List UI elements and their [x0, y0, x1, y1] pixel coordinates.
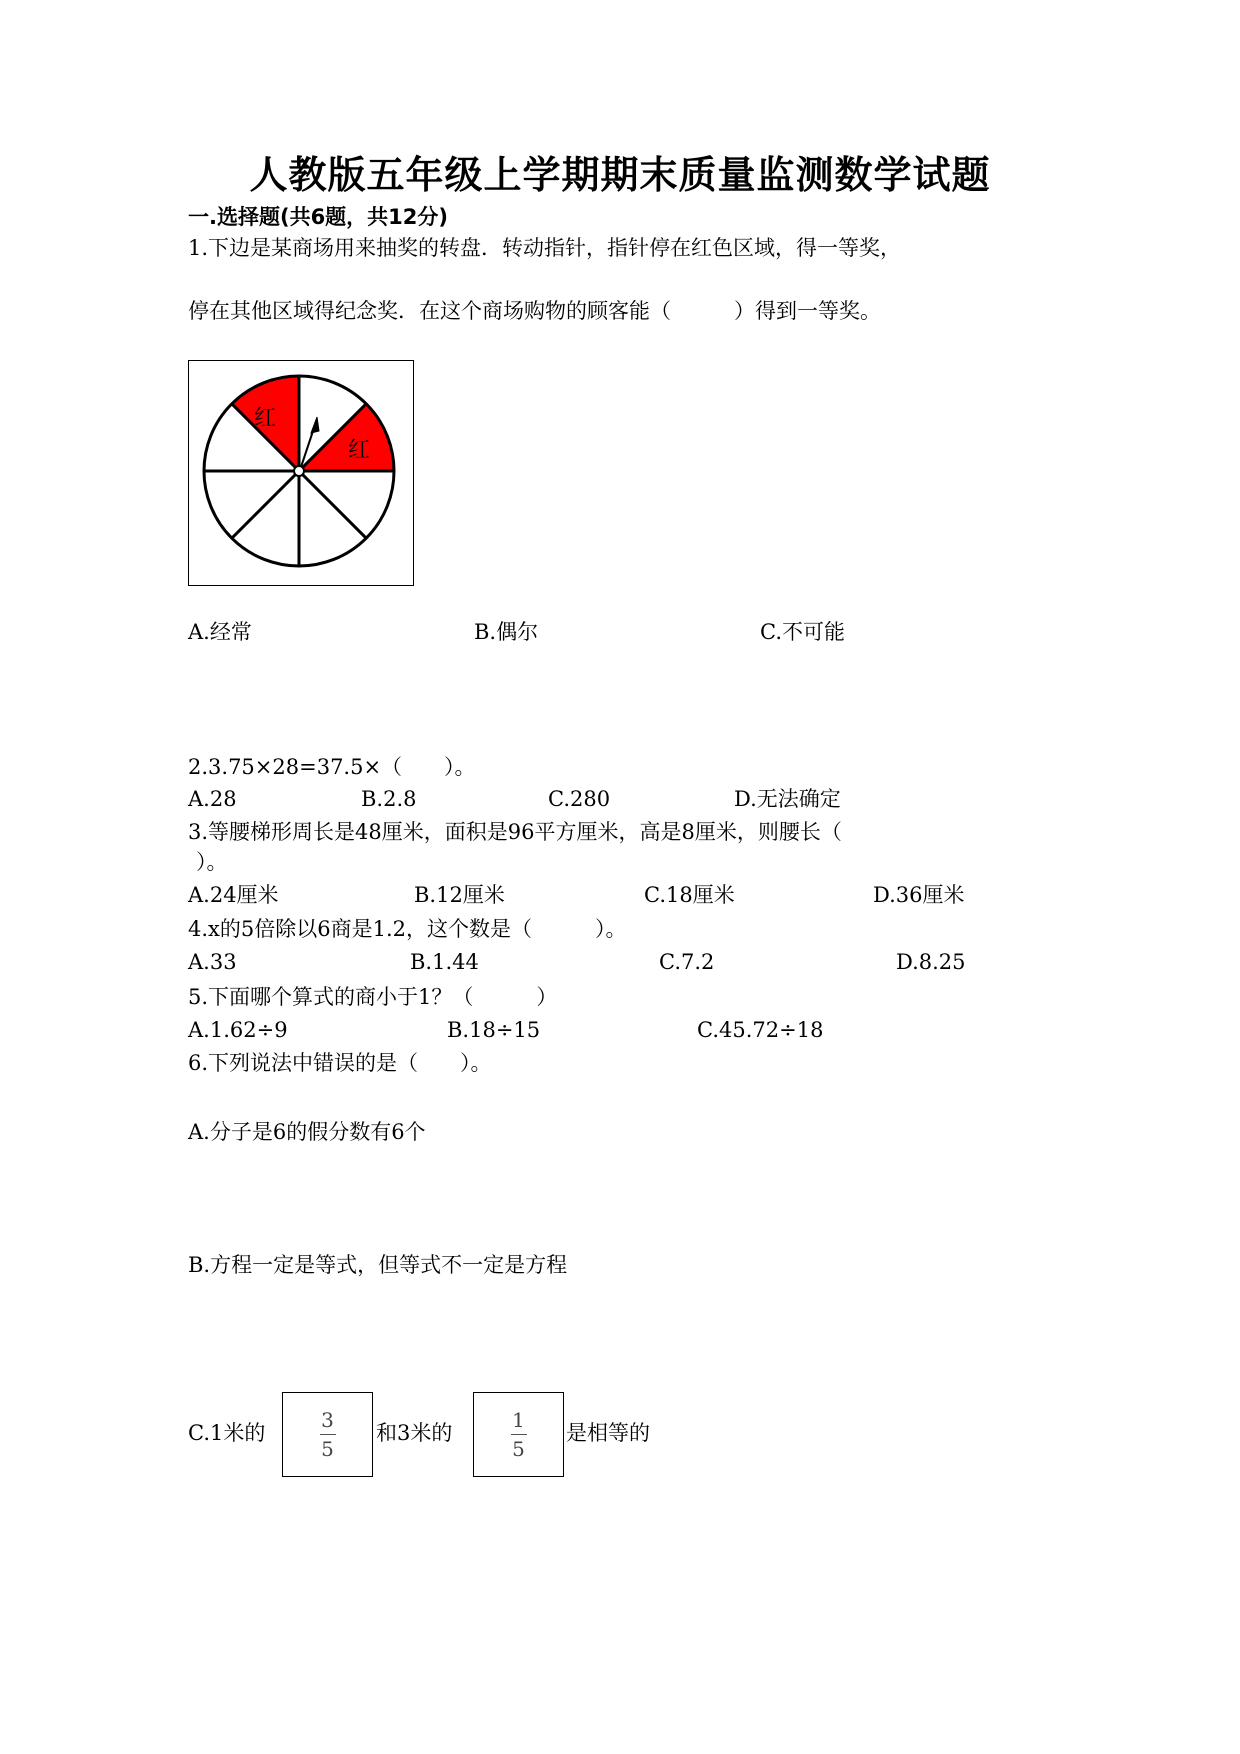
q6-option-c-fraction-1 — [282, 1392, 373, 1477]
section-heading: 一.选择题(共6题，共12分) — [188, 205, 449, 229]
q4-option-b: B.1.44 — [410, 950, 479, 974]
q4-option-d: D.8.25 — [896, 950, 966, 974]
spinner-figure — [188, 360, 414, 586]
fraction-bar — [511, 1434, 527, 1435]
q3-line1: 3.等腰梯形周长是48厘米，面积是96平方厘米，高是8厘米，则腰长（ — [188, 820, 842, 844]
q4-option-c: C.7.2 — [659, 950, 715, 974]
q5-stem: 5.下面哪个算式的商小于1？（ ） — [188, 985, 558, 1009]
fraction-denominator: 5 — [321, 1437, 334, 1461]
q2-option-b: B.2.8 — [361, 787, 417, 811]
fraction-bar — [320, 1434, 336, 1435]
q2-option-a: A.28 — [188, 787, 237, 811]
q6-option-c-suffix: 是相等的 — [566, 1421, 650, 1445]
spinner-red-label: 红 — [253, 406, 277, 431]
q6-option-c-prefix: C.1米的 — [188, 1421, 266, 1445]
q6-option-c-middle: 和3米的 — [376, 1421, 453, 1445]
q1-option-a: A.经常 — [188, 620, 252, 644]
q1-option-b: B.偶尔 — [474, 620, 539, 644]
fraction-denominator: 5 — [512, 1437, 525, 1461]
spinner-wheel — [189, 361, 413, 585]
q1-line2: 停在其他区域得纪念奖．在这个商场购物的顾客能（ ）得到一等奖。 — [188, 299, 881, 323]
q3-option-c: C.18厘米 — [644, 883, 735, 907]
q2-option-c: C.280 — [548, 787, 611, 811]
q3-line2: ）。 — [196, 850, 228, 874]
q4-option-a: A.33 — [188, 950, 237, 974]
q5-option-a: A.1.62÷9 — [188, 1018, 288, 1042]
q2-stem: 2.3.75×28=37.5×（ ）。 — [188, 755, 476, 779]
q1-line1: 1.下边是某商场用来抽奖的转盘．转动指针，指针停在红色区域，得一等奖， — [188, 236, 902, 260]
fraction-numerator: 3 — [321, 1408, 334, 1432]
q4-stem: 4.x的5倍除以6商是1.2，这个数是（ ）。 — [188, 917, 627, 941]
q6-option-b: B.方程一定是等式，但等式不一定是方程 — [188, 1253, 568, 1277]
q5-option-b: B.18÷15 — [447, 1018, 541, 1042]
spinner-red-sector — [299, 404, 394, 471]
q2-option-d: D.无法确定 — [734, 787, 841, 811]
q6-option-c-fraction-2 — [473, 1392, 564, 1477]
spinner-red-label: 红 — [347, 438, 371, 463]
q3-option-a: A.24厘米 — [188, 883, 279, 907]
q6-option-a: A.分子是6的假分数有6个 — [188, 1120, 426, 1144]
q3-option-b: B.12厘米 — [414, 883, 505, 907]
fraction-numerator: 1 — [512, 1408, 525, 1432]
spinner-hub — [294, 466, 304, 476]
q3-option-d: D.36厘米 — [873, 883, 965, 907]
q1-option-c: C.不可能 — [760, 620, 845, 644]
q5-option-c: C.45.72÷18 — [697, 1018, 824, 1042]
q6-stem: 6.下列说法中错误的是（ ）。 — [188, 1051, 492, 1075]
page-title: 人教版五年级上学期期末质量监测数学试题 — [249, 153, 991, 197]
